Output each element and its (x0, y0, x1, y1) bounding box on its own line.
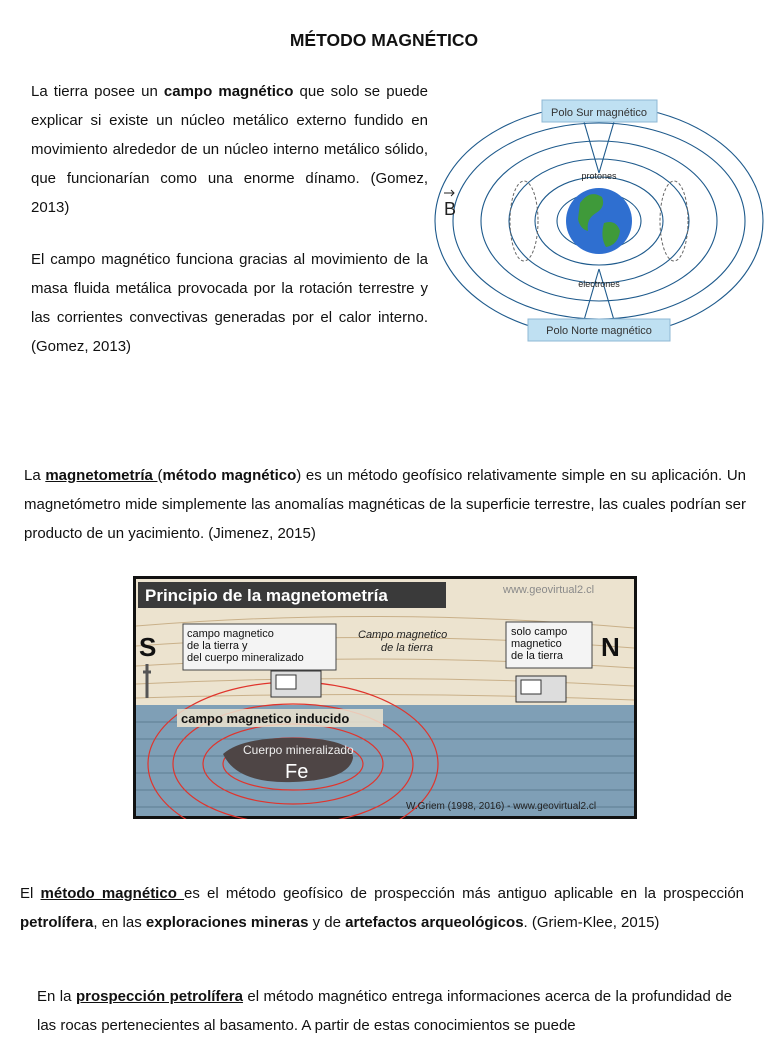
petroleum-prospecting-link[interactable]: prospección petrolífera (75, 988, 243, 1005)
paragraph-field-origin: El campo magnético funciona gracias al movimiento de la masa fluida metálica provocada por la rotación terrestre y las corrientes convectivas generadas por el calor interno. (Gomez, 2013) (31, 251, 428, 355)
south-pole-label: Polo Sur magnético (551, 107, 647, 119)
svg-text:del cuerpo mineralizado: del cuerpo mineralizado (187, 652, 304, 664)
magnetic-method-link[interactable]: método magnético (40, 885, 185, 902)
diagram-credit: W.Griem (1998, 2016) - www.geovirtual2.cl (406, 801, 597, 812)
svg-text:campo magnetico: campo magnetico (187, 628, 274, 640)
iron-label: Fe (285, 761, 309, 783)
induced-field-label: campo magnetico inducido (181, 711, 350, 726)
paragraph-petroleum-prospecting: En la prospección petrolífera el método magnético entrega informaciones acerca de la profundidad de las rocas pertenecientes al basamento. A partir de estas conocimientos se puede (37, 988, 732, 1034)
page-title: MÉTODO MAGNÉTICO (289, 30, 479, 50)
electrons-label: electrones (578, 279, 620, 289)
north-label: N (601, 632, 620, 662)
diagram-watermark: www.geovirtual2.cl (503, 584, 595, 596)
svg-text:solo campo: solo campo (511, 626, 568, 638)
svg-text:de la tierra y: de la tierra y (187, 640, 248, 652)
diagram-header: Principio de la magnetometría (145, 586, 388, 605)
north-pole-label: Polo Norte magnético (546, 325, 652, 337)
svg-text:magnetico: magnetico (511, 638, 562, 650)
paragraph-magnetometry: La magnetometría (método magnético) es un método geofísico relativamente simple en su aplicación. Un magnetómetro mide simplemente las anomalías magnéticas de la superficie terrestre, las cuales podrían ser producto de un yacimiento. (Jimenez, 2015) (24, 467, 746, 542)
paragraph-earth-field: La tierra posee un campo magnético que solo se puede explicar si existe un núcleo metálico externo fundido en movimiento alrededor de un núcleo interno metálico sólido, que funcionarían como una enorme dínamo. (Gomez, 2013) (31, 83, 428, 216)
ore-body-label: Cuerpo mineralizado (243, 743, 354, 757)
magnetometry-link[interactable]: magnetometría (45, 467, 158, 484)
paragraph-method-applications: El método magnético es el método geofísico de prospección más antiguo aplicable en la prospección petrolífera, en las exploraciones mineras y de artefactos arqueológicos. (Griem-Klee, 2015) (20, 885, 744, 931)
svg-text:de la tierra: de la tierra (381, 642, 433, 654)
svg-text:Campo magnetico: Campo magnetico (358, 629, 448, 641)
earth-magnetic-field-diagram (432, 95, 766, 347)
svg-text:de la tierra: de la tierra (511, 650, 563, 662)
south-label: S (139, 632, 157, 662)
magnetometry-principle-diagram (133, 576, 637, 819)
field-symbol-label: B (444, 199, 457, 219)
protons-label: protones (581, 171, 617, 181)
